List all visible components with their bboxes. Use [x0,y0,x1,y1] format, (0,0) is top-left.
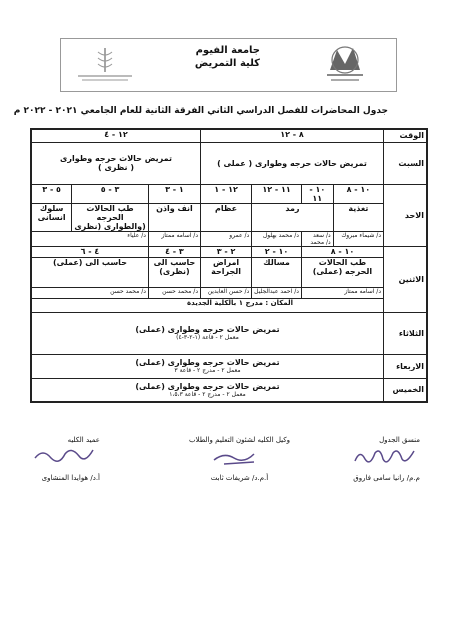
mon-subject-5: حاسب الى (عملى) [31,257,148,287]
wed-line1: تمريض حالات حرجه وطوارى (عملى) [135,358,280,367]
thu-line1: تمريض حالات حرجه وطوارى (عملى) [135,381,280,391]
sun-time-4: ١٢ - ١ [201,184,252,203]
sat-slot2 [31,142,201,184]
slot1-header: ٨ - ١٢ [201,129,384,142]
coordinator-signature [350,446,420,468]
mon-time-1: ١٠ - ٨ [301,246,383,257]
wed-cell [31,354,384,378]
mon-time-2: ١٠ - ٢ [252,246,302,257]
sun-time-7: ٥ - ٣ [31,184,72,203]
sat-slot2-line2: ( نظرى ) [98,163,134,172]
sun-prof-5: د/ اسامه ممتاز [148,231,200,246]
sat-slot1-text: تمريض حالات حرجه وطوارى ( عملى ) [217,158,367,168]
dean-title: عميد الكليه [67,436,100,444]
mon-prof-2: د/ احمد عبدالجليل [252,287,302,298]
sun-prof-2 [301,231,333,246]
coordinator-name: م.م/ رانيا سامى فاروق [353,474,420,482]
mon-subject-2: مسالك [252,257,302,287]
day-sunday: الاحد [384,184,428,246]
time-header: الوقت [384,129,428,142]
dean-signature-block [30,434,100,484]
sun-subject-6: سلوك انسانى [31,203,72,231]
day-saturday: السبت [384,142,428,184]
tue-line1: تمريض حالات حرجه وطوارى (عملى) [135,325,280,334]
sun-time-6: ٣ - ٥ [72,184,149,203]
day-wednesday: الاربعاء [384,354,428,378]
university-name: جامعة الفيوم [195,45,260,56]
day-thursday: الخميس [384,378,428,402]
tue-cell [31,312,384,354]
schedule-title: جدول المحاضرات للفصل الدراسي الثاني الفرقة الثانية للعام الجامعي ٢٠٢١ - ٢٠٢٢ م [13,106,388,116]
mon-subject-1: طب الحالات الحرجه (عملى) [301,257,383,287]
sun-prof-2a: د/ سعد [313,231,331,239]
sun-prof-1: د/ شيماء مبروك [333,231,383,246]
coordinator-signature-block [350,434,420,484]
dean-name: أ.د/ هوايدا المنشاوى [41,474,100,482]
sun-subject-3: عظام [201,203,252,231]
sun-prof-6: د/ علياء [31,231,148,246]
mon-time-3: ٢ - ٣ [201,246,252,257]
faculty-logo-icon [70,44,140,84]
mon-subject-4: حاسب الى (نظرى) [148,257,200,287]
sun-prof-2b: د/ محمد [310,238,331,246]
mon-prof-4: د/ محمد حسن [148,287,200,298]
schedule-table [30,128,428,403]
sun-subject-4: انف واذن [148,203,200,231]
faculty-name: كلية التمريض [194,58,260,69]
slot2-header: ١٢ - ٤ [31,129,201,142]
sun-subject-5: طب الحالات الحرجه (والطوارى (نظرى [72,203,149,231]
sun-subject-2: رمد [252,203,334,231]
sun-prof-4: د/ عمرو [201,231,252,246]
dean-signature [30,446,100,468]
vice-signature [204,446,274,468]
sun-time-3: ١١ - ١٢ [252,184,302,203]
university-logo-icon [315,42,375,86]
vice-signature-block [189,434,290,484]
sat-slot1 [201,142,384,184]
university-header [195,44,260,70]
sun-time-1: ١٠ - ٨ [333,184,383,203]
sun-subject-1: تغذية [333,203,383,231]
mon-prof-5: د/ محمد حسن [31,287,148,298]
sun-time-5: ١ - ٣ [148,184,200,203]
mon-subject-3: امراض الجراحة [201,257,252,287]
vice-name: أ.م.د/ شريفات ثابت [210,474,269,482]
sun-time-2: ١٠ - ١١ [301,184,333,203]
thu-cell [31,378,384,402]
sat-slot2-line1: تمريض حالات حرجه وطوارى [60,154,172,163]
mon-time-4: ٣ - ٤ [148,246,200,257]
mon-time-5: ٤ - ٦ [31,246,148,257]
coordinator-title: منسق الجدول [379,436,420,444]
wed-line2: معمل ٢ - مدرج ٢ - قاعة ٣ [174,367,241,374]
mon-prof-1: د/ اسامه ممتاز [301,287,383,298]
mon-place: المكان : مدرج ١ بالكلية الجديدة [31,298,384,312]
mon-prof-3: د/ حسن العابدين [201,287,252,298]
day-monday: الاثنين [384,246,428,312]
vice-title: وكيل الكليه لشئون التعليم والطلاب [188,436,290,444]
sun-prof-3: د/ محمد بهلول [252,231,302,246]
day-tuesday: الثلاثاء [384,312,428,354]
thu-line2: معمل ٢ - مدرج ٢ - قاعة ١،٥،٣ [169,390,246,398]
tue-line2: معمل ٢ - قاعة (١-٢-٣-٤) [176,334,239,341]
